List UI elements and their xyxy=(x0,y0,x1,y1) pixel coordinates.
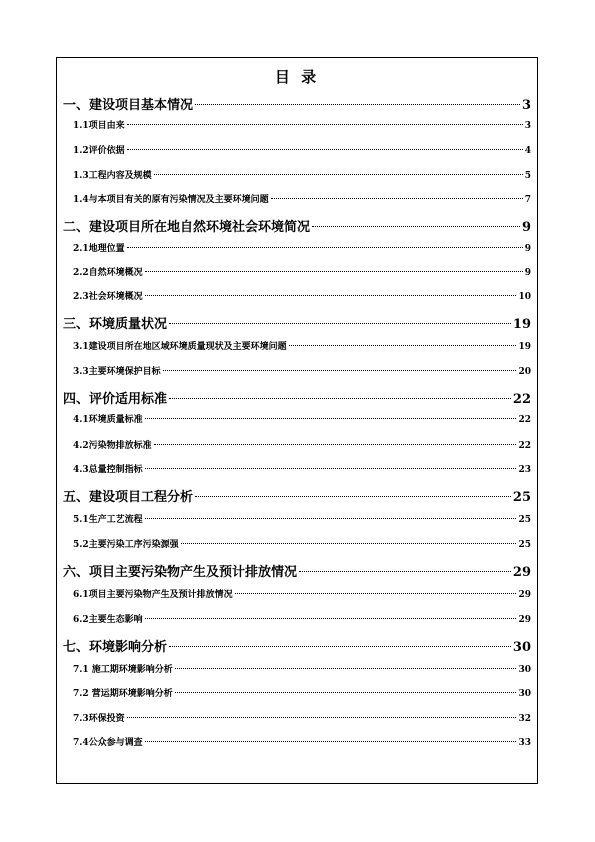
toc-entry-label: 一、建设项目基本情况 xyxy=(63,98,194,113)
dot-leader xyxy=(154,444,517,445)
toc-entry-label: 7.2 营运期环境影响分析 xyxy=(73,689,173,699)
toc-entry-label: 1.2评价依据 xyxy=(73,146,125,156)
dot-leader xyxy=(145,271,523,272)
toc-entry-label: 4.3总量控制指标 xyxy=(73,465,143,475)
dot-leader xyxy=(299,571,511,572)
toc-entry-page-number: 19 xyxy=(518,342,531,352)
toc-entry[interactable] xyxy=(63,339,531,352)
dot-leader xyxy=(127,717,517,718)
toc-entry-page-number: 22 xyxy=(518,415,531,425)
toc-entry[interactable] xyxy=(63,438,531,451)
dot-leader xyxy=(145,418,517,419)
dot-leader xyxy=(127,247,523,248)
toc-entry[interactable] xyxy=(63,636,531,655)
toc-title: 目 录 xyxy=(274,68,320,86)
toc-entry[interactable] xyxy=(63,512,531,525)
dot-leader xyxy=(169,323,511,324)
toc-entry[interactable] xyxy=(63,612,531,625)
toc-entry-label: 4.2污染物排放标准 xyxy=(73,441,152,451)
toc-entry[interactable] xyxy=(63,313,531,332)
dot-leader xyxy=(145,518,517,519)
dot-leader xyxy=(195,496,511,497)
toc-entry[interactable] xyxy=(63,711,531,724)
toc-entry-label: 二、建设项目所在地自然环境社会环境简况 xyxy=(63,220,311,235)
toc-entry-page-number: 25 xyxy=(512,490,531,505)
dot-leader xyxy=(127,124,523,125)
toc-entry[interactable] xyxy=(63,587,531,600)
dot-leader xyxy=(145,618,517,619)
toc-entry-label: 3.3主要环境保护目标 xyxy=(73,367,161,377)
toc-entry[interactable] xyxy=(63,289,531,302)
dot-leader xyxy=(312,226,520,227)
toc-entry-label: 1.1项目由来 xyxy=(73,121,125,131)
toc-entry-label: 7.4公众参与调查 xyxy=(73,738,143,748)
toc-entry[interactable] xyxy=(63,192,531,205)
toc-entry[interactable] xyxy=(63,118,531,131)
toc-entry[interactable] xyxy=(63,388,531,407)
toc-entry[interactable] xyxy=(63,537,531,550)
toc-entry-label: 7.3环保投资 xyxy=(73,714,125,724)
toc-entry-page-number: 23 xyxy=(518,465,531,475)
dot-leader xyxy=(169,646,511,647)
dot-leader xyxy=(169,398,511,399)
toc-entry[interactable] xyxy=(63,486,531,505)
toc-entry[interactable] xyxy=(63,686,531,699)
toc-entry-label: 四、评价适用标准 xyxy=(63,392,168,407)
dot-leader xyxy=(154,174,523,175)
toc-entry-page-number: 33 xyxy=(518,738,531,748)
toc-entry-label: 7.1 施工期环境影响分析 xyxy=(73,665,173,675)
toc-entry[interactable] xyxy=(63,561,531,580)
toc-entry-label: 六、项目主要污染物产生及预计排放情况 xyxy=(63,565,298,580)
toc-entry-page-number: 29 xyxy=(518,615,531,625)
toc-entry-page-number: 20 xyxy=(518,367,531,377)
toc-entry[interactable] xyxy=(63,216,531,235)
toc-entry-label: 6.1项目主要污染物产生及预计排放情况 xyxy=(73,590,233,600)
toc-entry-page-number: 3 xyxy=(524,121,531,131)
toc-entry-label: 五、建设项目工程分析 xyxy=(63,490,194,505)
dot-leader xyxy=(163,370,517,371)
toc-entry[interactable] xyxy=(63,241,531,254)
dot-leader xyxy=(235,593,517,594)
toc-entry-page-number: 9 xyxy=(524,244,531,254)
toc-entry-page-number: 30 xyxy=(518,665,531,675)
toc-entry-label: 1.3工程内容及规模 xyxy=(73,171,152,181)
toc-entry-label: 三、环境质量状况 xyxy=(63,317,168,332)
toc-entry-page-number: 30 xyxy=(512,640,531,655)
toc-entry-label: 1.4与本项目有关的原有污染情况及主要环境问题 xyxy=(73,195,269,205)
toc-entry[interactable] xyxy=(63,94,531,113)
toc-entry-page-number: 29 xyxy=(512,565,531,580)
toc-entry-label: 2.1地理位置 xyxy=(73,244,125,254)
toc-entry-page-number: 29 xyxy=(518,590,531,600)
dot-leader xyxy=(145,741,517,742)
toc-entry-page-number: 22 xyxy=(518,441,531,451)
toc-entry-page-number: 9 xyxy=(524,268,531,278)
dot-leader xyxy=(127,149,523,150)
dot-leader xyxy=(145,295,517,296)
toc-entry-page-number: 25 xyxy=(518,515,531,525)
toc-entry-label: 5.2主要污染工序污染源强 xyxy=(73,540,179,550)
toc-entry[interactable] xyxy=(63,662,531,675)
dot-leader xyxy=(175,668,517,669)
toc-entry-page-number: 10 xyxy=(518,292,531,302)
toc-entry-label: 4.1环境质量标准 xyxy=(73,415,143,425)
dot-leader xyxy=(175,692,517,693)
toc-entry-label: 2.3社会环境概况 xyxy=(73,292,143,302)
toc-entry-page-number: 5 xyxy=(524,171,531,181)
toc-entry[interactable] xyxy=(63,412,531,425)
dot-leader xyxy=(195,104,520,105)
dot-leader xyxy=(181,543,517,544)
toc-entry-page-number: 3 xyxy=(521,98,531,113)
toc-entry[interactable] xyxy=(63,168,531,181)
toc-entry[interactable] xyxy=(63,735,531,748)
toc-entry[interactable] xyxy=(63,265,531,278)
toc-entry-label: 6.2主要生态影响 xyxy=(73,615,143,625)
toc-entry-page-number: 30 xyxy=(518,689,531,699)
toc-entry-label: 3.1建设项目所在地区域环境质量现状及主要环境问题 xyxy=(73,342,287,352)
toc-entry-label: 2.2自然环境概况 xyxy=(73,268,143,278)
toc-entry-page-number: 22 xyxy=(512,392,531,407)
toc-entry-page-number: 9 xyxy=(521,220,531,235)
toc-entry-label: 七、环境影响分析 xyxy=(63,640,168,655)
toc-entry[interactable] xyxy=(63,462,531,475)
toc-frame xyxy=(56,57,538,784)
dot-leader xyxy=(289,345,517,346)
toc-entry-page-number: 32 xyxy=(518,714,531,724)
toc-entry-page-number: 7 xyxy=(524,195,531,205)
toc-entry[interactable] xyxy=(63,364,531,377)
dot-leader xyxy=(271,198,523,199)
toc-entry[interactable] xyxy=(63,143,531,156)
toc-entry-page-number: 25 xyxy=(518,540,531,550)
dot-leader xyxy=(145,468,517,469)
toc-entry-label: 5.1生产工艺流程 xyxy=(73,515,143,525)
toc-entry-page-number: 19 xyxy=(512,317,531,332)
toc-entry-page-number: 4 xyxy=(524,146,531,156)
